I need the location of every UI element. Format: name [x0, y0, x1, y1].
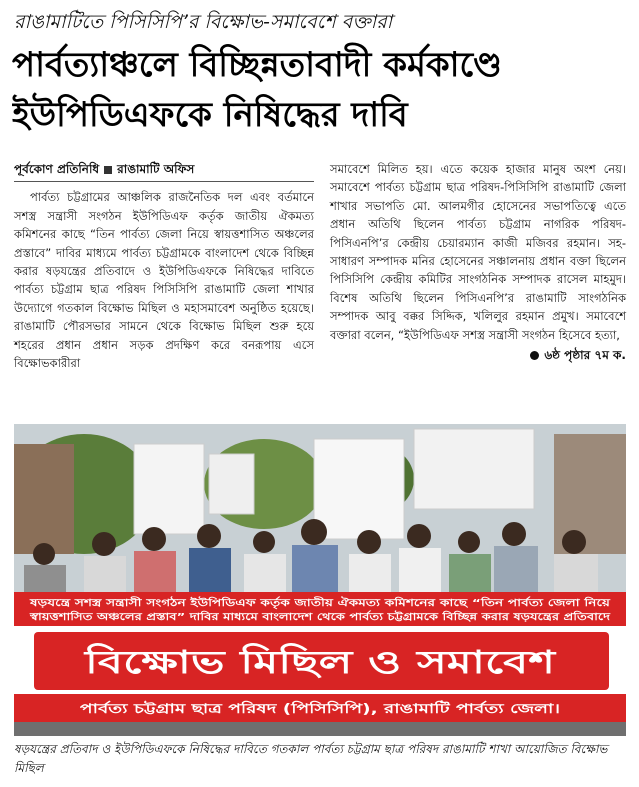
banner-bottom-text: পার্বত্য চট্টগ্রাম ছাত্র পরিষদ (পিসিসিপি), রাঙামাটি পার্বত্য জেলা। [80, 702, 417, 717]
rally-photo [14, 424, 626, 736]
byline-source: পূর্বকোণ প্রতিনিধি [14, 162, 100, 176]
kicker: রাঙামাটিতে পিসিসিপি’র বিক্ষোভ-সমাবেশে বক্তারা [14, 11, 393, 33]
square-bullet-icon [104, 166, 112, 174]
banner-main-text: বিক্ষোভ মিছিল ও সমাবেশ [85, 643, 418, 681]
byline [14, 160, 314, 182]
article-column-2 [330, 160, 626, 364]
headline-line-1: পার্বত্যাঞ্চলে বিচ্ছিন্নতাবাদী কর্মকাণ্ডে [12, 45, 502, 85]
article-column-1 [14, 160, 314, 372]
body-paragraph-1: পার্বত্য চট্টগ্রামের আঞ্চলিক রাজনৈতিক দল এবং বর্তমানে সশস্ত্র সন্ত্রাসী সংগঠন ইউপিডিএফ কর্তৃক জাতীয় ঐকমত্য কমিশনের কাছে “তিন পার্বত্য জেলা নিয়ে স্বায়ত্তশাসিত অঞ্চলের প্রস্তাবে” দাবির মাধ্যমে পার্বত্য চট্টগ্রামকে বাংলাদেশ থেকে বিচ্ছিন্ন করার ষড়যন্ত্রের প্রতিবাদে ও ইউপিডিএফকে নিষিদ্ধের দাবিতে পার্বত্য চট্টগ্রাম ছাত্র পরিষদ পিসিসিপি রাঙামাটি জেলা শাখার উদ্যোগে গতকাল বিক্ষোভ মিছিল ও মহাসমাবেশ অনুষ্ঠিত হয়েছে। রাঙামাটি পৌরসভার সামনে থেকে বিক্ষোভ মিছিল শুরু হয়ে শহরের প্রধান প্রধান সড়ক প্রদক্ষিণ করে বনরূপায় এসে বিক্ষোভকারীরা [14, 190, 314, 371]
headline [12, 40, 628, 140]
byline-office: রাঙামাটি অফিস [117, 162, 195, 176]
photo-caption: ষড়যন্ত্রের প্রতিবাদ ও ইউপিডিএফকে নিষিদ্ধের দাবিতে গতকাল পার্বত্য চট্টগ্রাম ছাত্র পরিষদ রাঙামাটি শাখা আয়োজিত বিক্ষোভ মিছিল [14, 742, 608, 775]
rally-photo-illustration [14, 424, 626, 736]
body-paragraph-2: সমাবেশে মিলিত হয়। এতে কয়েক হাজার মানুষ অংশ নেয়। সমাবেশে পার্বত্য চট্টগ্রাম ছাত্র পরিষদ-পিসিসিপি রাঙামাটি জেলা শাখার সভাপতি মো. আলমগীর হোসেনের সভাপতিত্বে এতে প্রধান অতিথি ছিলেন পার্বত্য চট্টগ্রাম নাগরিক পরিষদ-পিসিএনপি’র কেন্দ্রীয় চেয়ারম্যান কাজী মজিবর রহমান। সহ-সাধারণ সম্পাদক মনির হোসেনের সঞ্চালনায় প্রধান বক্তা ছিলেন পিসিসিপি কেন্দ্রীয় কমিটির সাংগঠনিক সম্পাদক রাসেল মাহমুদ। বিশেষ অতিথি ছিলেন পিসিএনপি’র রাঙামাটি সাংগঠনিক সম্পাদক আবু বক্কর সিদ্দিক, খলিলুর রহমান প্রমুখ। সমাবেশে বক্তারা বলেন, “ইউপিডিএফ সশস্ত্র সন্ত্রাসী সংগঠন হিসেবে হত্যা, [330, 162, 626, 342]
banner-top-line-1: ষড়যন্ত্রে সশস্ত্র সন্ত্রাসী সংগঠন ইউপিডিএফ কর্তৃক জাতীয় ঐকমত্য কমিশনের কাছে “তিন পার্বত্য জেলা নিয়ে [30, 598, 455, 609]
banner-top-line-2: স্বায়ত্তশাসিত অঞ্চলের প্রস্তাব” দাবির মাধ্যমে বাংলাদেশ থেকে পার্বত্য চট্টগ্রামকে বিচ্ছিন্ন করার ষড়যন্ত্রের প্রতিবাদে [30, 612, 475, 623]
bullet-icon [530, 351, 539, 360]
headline-line-2: ইউপিডিএফকে নিষিদ্ধের দাবি [12, 95, 408, 135]
continuation-text: ৬ষ্ঠ পৃষ্ঠার ৭ম ক. [544, 348, 626, 363]
continuation-note [330, 346, 626, 364]
